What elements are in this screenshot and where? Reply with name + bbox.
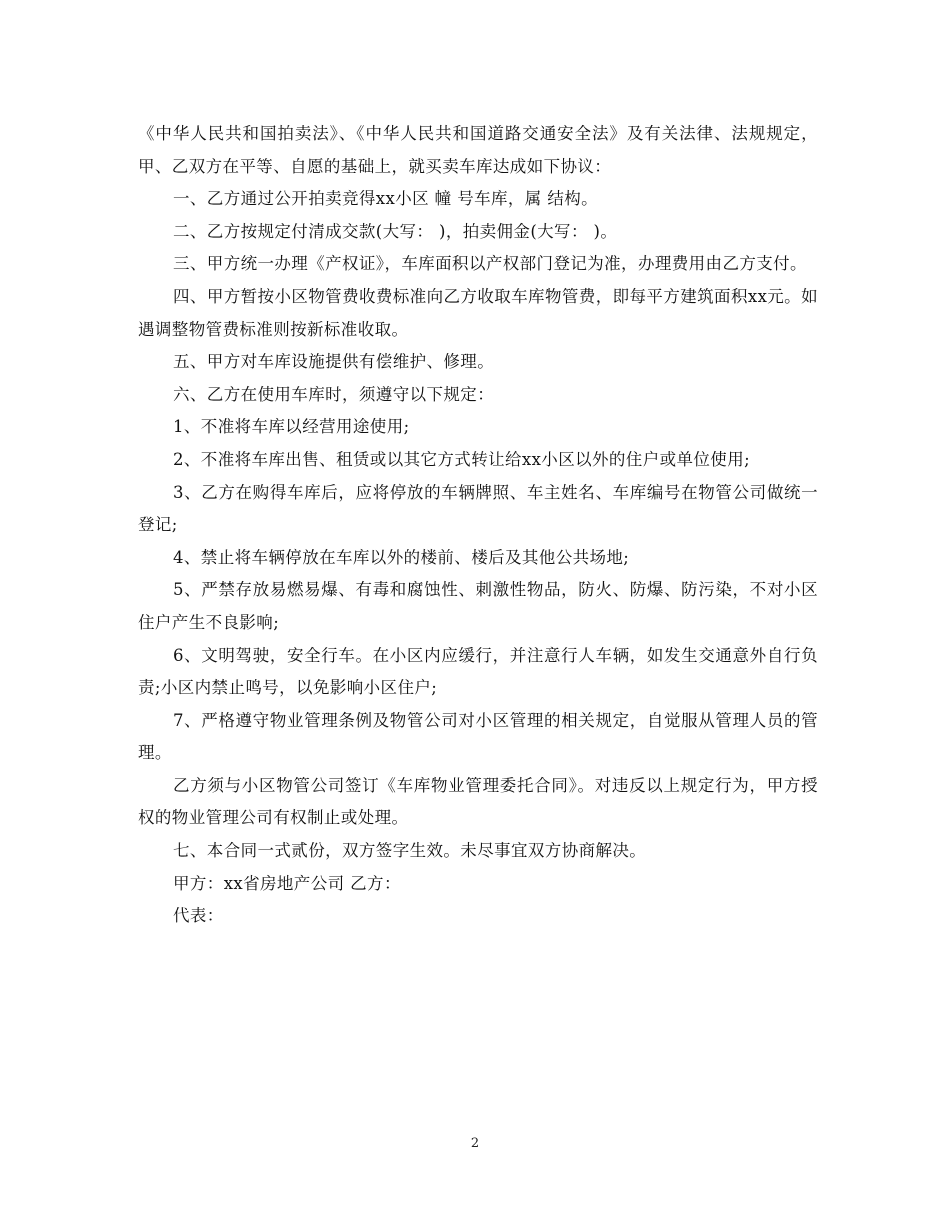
paragraph-preamble: 《中华人民共和国拍卖法》、《中华人民共和国道路交通安全法》及有关法律、法规规定，甲、乙双方在平等、自愿的基础上，就买卖车库达成如下协议： bbox=[138, 124, 818, 176]
paragraph-clause-3: 三、甲方统一办理《产权证》，车库面积以产权部门登记为准，办理费用由乙方支付。 bbox=[173, 254, 807, 274]
paragraph-clause-2: 二、乙方按规定付清成交款(大写： )，拍卖佣金(大写： )。 bbox=[173, 221, 618, 241]
paragraph-rule-1: 1、不准将车库以经营用途使用; bbox=[173, 417, 410, 437]
paragraph-rule-6: 6、文明驾驶，安全行车。在小区内应缓行，并注意行人车辆，如发生交通意外自行负责;小区内禁止鸣号，以免影响小区住户; bbox=[138, 645, 818, 698]
paragraph-clause-6: 六、乙方在使用车库时，须遵守以下规定： bbox=[173, 384, 495, 404]
paragraph-clause-1: 一、乙方通过公开拍卖竞得xx小区 幢 号车库，属 结构。 bbox=[173, 189, 599, 209]
paragraph-rule-3: 3、乙方在购得车库后，应将停放的车辆牌照、车主姓名、车库编号在物管公司做统一登记; bbox=[138, 482, 818, 535]
paragraph-rule-7: 7、严格遵守物业管理条例及物管公司对小区管理的相关规定，自觉服从管理人员的管理。 bbox=[138, 710, 818, 763]
paragraph-rule-5: 5、严禁存放易燃易爆、有毒和腐蚀性、刺激性物品，防火、防爆、防污染，不对小区住户产生不良影响; bbox=[138, 580, 818, 632]
page-number: 2 bbox=[470, 1136, 480, 1151]
paragraph-rule-4: 4、禁止将车辆停放在车库以外的楼前、楼后及其他公共场地; bbox=[173, 547, 630, 567]
paragraph-rule-2: 2、不准将车库出售、租赁或以其它方式转让给xx小区以外的住户或单位使用; bbox=[173, 449, 751, 469]
signature-parties: 甲方：xx省房地产公司 乙方： bbox=[173, 873, 401, 893]
paragraph-clause-5: 五、甲方对车库设施提供有偿维护、修理。 bbox=[173, 352, 495, 372]
paragraph-clause-4: 四、甲方暂按小区物管费收费标准向乙方收取车库物管费，即每平方建筑面积xx元。如遇调整物管费标准则按新标准收取。 bbox=[138, 286, 818, 339]
paragraph-management-contract: 乙方须与小区物管公司签订《车库物业管理委托合同》。对违反以上规定行为，甲方授权的物业管理公司有权制止或处理。 bbox=[138, 775, 818, 828]
paragraph-clause-7: 七、本合同一式贰份，双方签字生效。未尽事宜双方协商解决。 bbox=[173, 841, 647, 861]
signature-representative: 代表： bbox=[173, 906, 224, 926]
document-body bbox=[138, 118, 818, 933]
